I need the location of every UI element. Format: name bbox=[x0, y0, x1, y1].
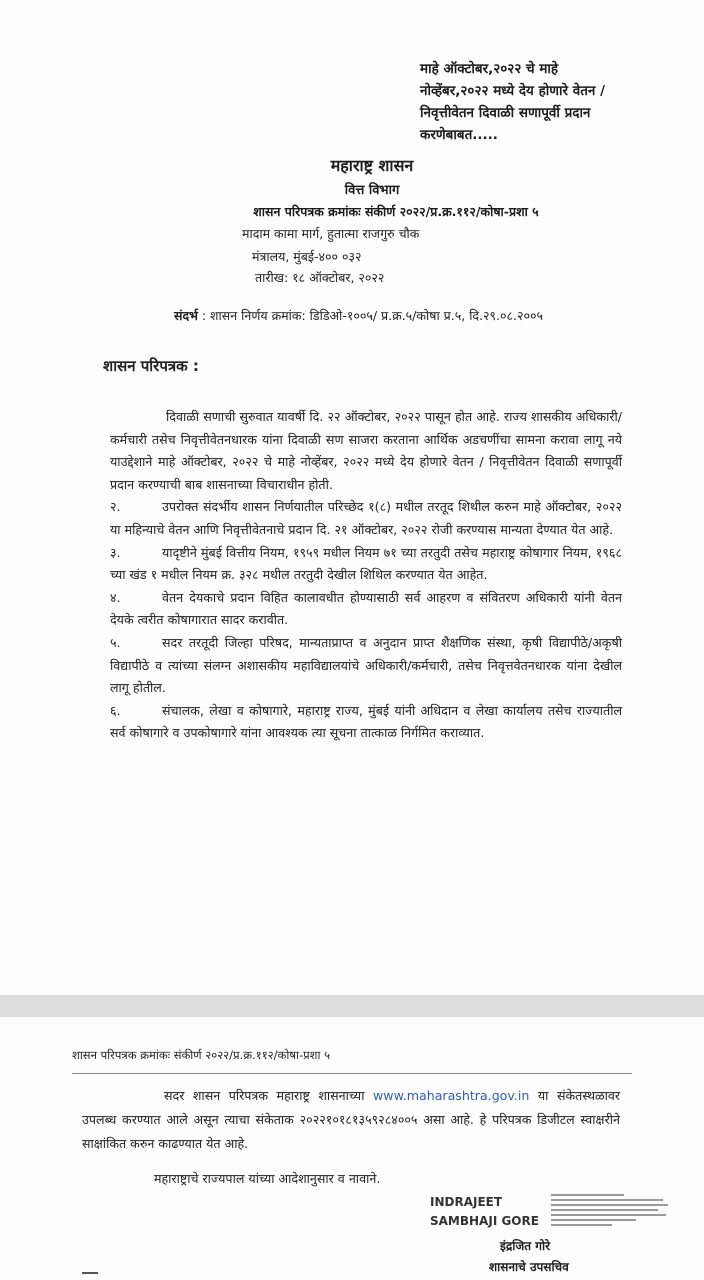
digital-signature-stamp bbox=[551, 1194, 673, 1234]
paragraph-3 bbox=[110, 542, 622, 587]
publication-text-start: सदर शासन परिपत्रक महाराष्ट्र शासनाच्या bbox=[164, 1088, 373, 1103]
paragraph-2 bbox=[110, 496, 622, 541]
department-name: वित्त विभाग bbox=[344, 183, 400, 198]
signatory-name-marathi: इंद्रजित गोरे bbox=[500, 1239, 551, 1253]
paragraph-text: उपरोक्त संदर्भीय शासन निर्णयातील परिच्छेद १(८) मधील तरतूद शिथील करुन माहे ऑक्टोबर, २०२२ या महिन्याचे वेतन आणि निवृत्तीवेतनाचे प्रदान दि. २१ ऑक्टोबर, २०२२ रोजी करण्यास मान्यता देण्यात येत आहे. bbox=[110, 499, 622, 537]
signatory-designation: शासनाचे उपसचिव bbox=[489, 1260, 569, 1274]
publication-text-end: या संकेतस्थळावर उपलब्ध करण्यात आले असून त्याचा संकेताक २०२२१०१८१३५९२८४००५ असा आहे. हे परिपत्रक डिजीटल स्वाक्षरीने साक्षांकित करुन काढण्यात येत आहे. bbox=[82, 1088, 620, 1151]
signatory-first-name: INDRAJEET bbox=[430, 1195, 503, 1209]
page-mark bbox=[82, 1272, 98, 1278]
publication-note bbox=[82, 1084, 620, 1156]
subject-block bbox=[420, 58, 690, 146]
governor-order-line: महाराष्ट्राचे राज्यपाल यांच्या आदेशानुसार व नावाने. bbox=[154, 1171, 381, 1186]
paragraph-number: ६. bbox=[110, 702, 121, 718]
subject-line: माहे ऑक्टोबर,२०२२ चे माहे bbox=[420, 61, 559, 77]
website-link[interactable]: www.maharashtra.gov.in bbox=[372, 1088, 530, 1103]
address-line: मंत्रालय, मुंबई-४०० ०३२ bbox=[252, 249, 362, 264]
header-divider bbox=[72, 1073, 632, 1074]
paragraph-text: यादृष्टीने मुंबई वित्तीय नियम, १९५९ मधील नियम ७१ च्या तरतुदी तसेच महाराष्ट्र कोषागार नियम, १९६८ च्या खंड १ मधील नियम क्र. ३२८ मधील तरतुदी देखील शिथिल करण्यात येत आहेत. bbox=[110, 544, 622, 583]
paragraph-6 bbox=[110, 700, 622, 745]
page-separator bbox=[0, 995, 704, 1017]
subject-line: करणेबाबत..... bbox=[420, 127, 498, 143]
paragraph-number: ३. bbox=[110, 544, 121, 560]
paragraph-text: सदर तरतूदी जिल्हा परिषद, मान्यताप्राप्त व अनुदान प्राप्त शैक्षणिक संस्था, कृषी विद्यापीठे/अकृषी विद्यापीठे व त्यांच्या संलग्न अशासकीय महाविद्यालयांचे अधिकारी/कर्मचारी, तसेच निवृत्तवेतनधारक यांना देखील लागू होतील. bbox=[110, 634, 622, 696]
paragraph-number: ४. bbox=[110, 589, 121, 605]
page-two-header: शासन परिपत्रक क्रमांकः संकीर्ण २०२२/प्र.क्र.११२/कोषा-प्रशा ५ bbox=[72, 1048, 331, 1062]
paragraph-number: २. bbox=[110, 499, 121, 515]
paragraph-text: वेतन देयकाचे प्रदान विहित कालावधीत होण्यासाठी सर्व आहरण व संवितरण अधिकारी यांनी वेतन देयके त्वरीत कोषागारात सादर करावीत. bbox=[110, 589, 622, 628]
circular-heading: शासन परिपत्रक : bbox=[103, 357, 199, 375]
paragraph-1: दिवाळी सणाची सुरुवात यावर्षी दि. २२ ऑक्टोबर, २०२२ पासून होत आहे. राज्य शासकीय अधिकारी/ कर्मचारी तसेच निवृत्तीवेतनधारक यांना दिवाळी सण साजरा करताना आर्थिक अडचणींचा सामना करावा लागू नये याउद्देशाने माहे ऑक्टोबर, २०२२ चे माहे नोव्हेंबर, २०२२ मध्ये देय होणारे वेतन / निवृत्तीवेतन दिवाळी सणापूर्वी प्रदान करण्याची बाब शासनाच्या विचाराधीन होती. bbox=[110, 409, 622, 492]
reference-text: : शासन निर्णय क्रमांक: डिडिओ-१००५/ प्र.क्र.५/कोषा प्र.५, दि.२९.०८.२००५ bbox=[197, 308, 543, 323]
circular-body bbox=[110, 406, 622, 745]
paragraph-number: ५. bbox=[110, 634, 121, 650]
subject-line: नोव्हेंबर,२०२२ मध्ये देय होणारे वेतन / bbox=[420, 83, 606, 99]
reference-label: संदर्भ bbox=[174, 308, 198, 323]
government-title: महाराष्ट्र शासन bbox=[330, 156, 414, 175]
signatory-last-name: SAMBHAJI GORE bbox=[430, 1214, 539, 1228]
reference-line bbox=[174, 307, 543, 324]
paragraph-5 bbox=[110, 632, 622, 700]
circular-number: शासन परिपत्रक क्रमांकः संकीर्ण २०२२/प्र.क्र.११२/कोषा-प्रशा ५ bbox=[253, 204, 539, 219]
signatory-name-english bbox=[430, 1193, 548, 1231]
paragraph-text: संचालक, लेखा व कोषागारे, महाराष्ट्र राज्य, मुंबई यांनी अधिदान व लेखा कार्यालय तसेच राज्यातील सर्व कोषागारे व उपकोषागारे यांना आवश्यक त्या सूचना तात्काळ निर्गमित कराव्यात. bbox=[110, 702, 622, 741]
paragraph-4 bbox=[110, 587, 622, 632]
subject-line: निवृत्तीवेतन दिवाळी सणापूर्वी प्रदान bbox=[420, 105, 591, 121]
circular-date: तारीख: १८ ऑक्टोबर, २०२२ bbox=[255, 270, 385, 285]
address-line: मादाम कामा मार्ग, हुतात्मा राजगुरु चौक bbox=[242, 226, 420, 241]
page-two-body bbox=[82, 1084, 620, 1156]
